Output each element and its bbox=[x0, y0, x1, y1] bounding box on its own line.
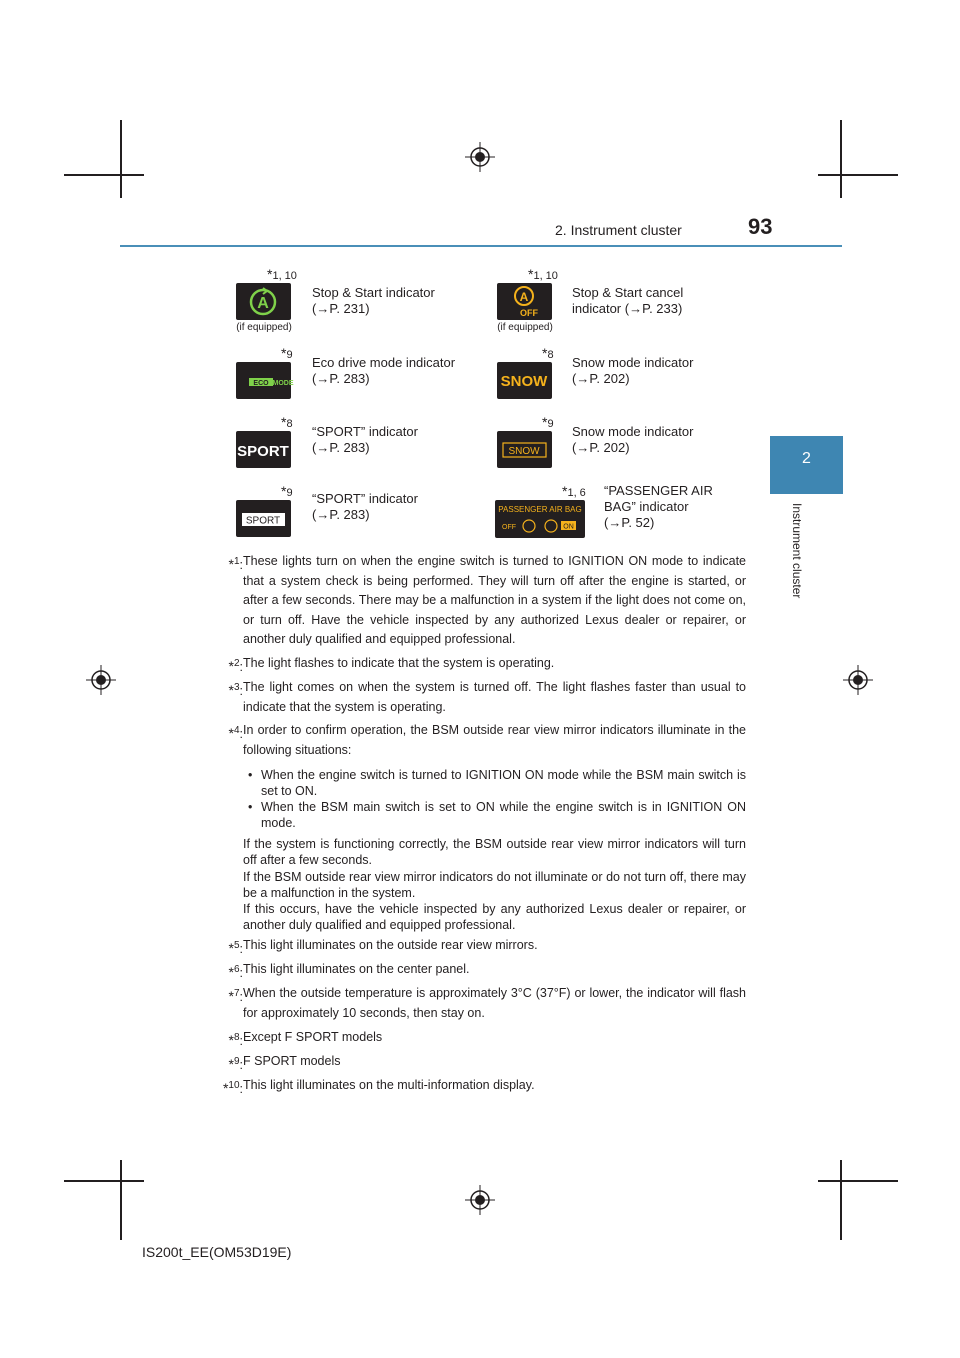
indicator-description: “PASSENGER AIR BAG” indicator (→P. 52) bbox=[604, 483, 713, 530]
crop-mark bbox=[840, 1160, 842, 1240]
stop-start-cancel-indicator-icon bbox=[497, 283, 552, 320]
footnote-ref: *9 bbox=[281, 345, 293, 361]
crop-mark bbox=[840, 120, 842, 198]
equipment-note: (if equipped) bbox=[236, 322, 292, 333]
indicator-description: “SPORT” indicator (→P. 283) bbox=[312, 424, 418, 455]
svg-text:A: A bbox=[519, 290, 529, 304]
chapter-tab bbox=[770, 436, 843, 494]
bullet-icon: • bbox=[248, 800, 253, 814]
footnote-4: *$^4$: In order to confirm operation, the BSM outside rear view mirror indicators illuminate in the following situations: bbox=[215, 721, 746, 760]
footnote-marker: *$^1$: bbox=[228, 556, 243, 573]
crop-mark bbox=[818, 1180, 898, 1182]
footnote-marker: *$^2$: bbox=[228, 658, 243, 675]
footnote-marker: *$^8$: bbox=[228, 1032, 243, 1049]
crop-mark bbox=[120, 120, 122, 198]
svg-text:ECO: ECO bbox=[253, 380, 269, 387]
passenger-airbag-indicator-icon bbox=[495, 500, 585, 538]
footnote4-paragraph: If the system is functioning correctly, the BSM outside rear view mirror indicators will turn off after a few seconds. bbox=[243, 837, 746, 867]
crop-mark bbox=[64, 1180, 144, 1182]
crop-mark bbox=[64, 174, 144, 176]
indicator-description: Stop & Start cancel indicator (→P. 233) bbox=[572, 285, 684, 316]
svg-text:PASSENGER AIR BAG: PASSENGER AIR BAG bbox=[498, 505, 582, 514]
footnote-2: *$^2$: The light flashes to indicate that the system is operating. bbox=[215, 654, 746, 674]
footnote4-bullet: • When the engine switch is turned to IGNITION ON mode while the BSM main switch is set to ON. bbox=[248, 768, 746, 798]
footnote4-bullet: • When the BSM main switch is set to ON while the engine switch is in IGNITION ON mode. bbox=[248, 800, 746, 830]
crop-mark bbox=[120, 1160, 122, 1240]
indicator-stop-start-cancel bbox=[486, 264, 746, 336]
svg-text:A: A bbox=[257, 295, 269, 312]
crop-mark bbox=[818, 174, 898, 176]
indicator-snow-mode bbox=[486, 345, 746, 403]
indicator-snow-mode-fsport bbox=[486, 414, 746, 472]
footnote-9: *$^9$: F SPORT models bbox=[215, 1052, 746, 1072]
footnote-marker: *$^5$: bbox=[228, 940, 243, 957]
registration-mark-icon bbox=[465, 142, 495, 172]
indicator-description: Eco drive mode indicator (→P. 283) bbox=[312, 355, 456, 386]
indicator-sport bbox=[225, 414, 485, 472]
svg-text:OFF: OFF bbox=[520, 308, 538, 318]
indicator-passenger-airbag bbox=[486, 480, 746, 544]
footnote-marker: *$^9$: bbox=[228, 1056, 243, 1073]
sport-fsport-indicator-icon bbox=[236, 500, 291, 537]
indicator-description: Snow mode indicator (→P. 202) bbox=[572, 424, 694, 455]
indicator-eco-mode bbox=[225, 345, 485, 403]
equipment-note: (if equipped) bbox=[497, 322, 553, 333]
registration-mark-icon bbox=[465, 1185, 495, 1215]
document-code: IS200t_EE(OM53D19E) bbox=[142, 1244, 292, 1260]
indicator-description: Snow mode indicator (→P. 202) bbox=[572, 355, 694, 386]
footnote-marker: *$^7$: bbox=[228, 988, 243, 1005]
footnote-marker: *$^3$: bbox=[228, 682, 243, 699]
footnote-marker: *$^6$: bbox=[228, 964, 243, 981]
indicator-stop-start bbox=[225, 264, 485, 336]
chapter-label: Instrument cluster bbox=[790, 503, 804, 599]
chapter-number: 2 bbox=[802, 450, 811, 467]
footnote-7: *$^7$: When the outside temperature is approximately 3°C (37°F) or lower, the indicator will flash for approximately 10 seconds, then stay on. bbox=[215, 984, 746, 1023]
footnote-marker: *$^{10}$: bbox=[222, 1080, 243, 1097]
svg-text:MODE: MODE bbox=[272, 380, 294, 387]
section-title: 2. Instrument cluster bbox=[555, 222, 682, 238]
svg-text:ON: ON bbox=[563, 523, 574, 531]
bullet-icon: • bbox=[248, 768, 253, 782]
svg-text:SNOW: SNOW bbox=[508, 446, 540, 457]
footnote-marker: *$^4$: bbox=[228, 725, 243, 742]
footnote-ref: *8 bbox=[281, 414, 293, 430]
footnote-8: *$^8$: Except F SPORT models bbox=[215, 1028, 746, 1048]
footnote-1: *$^1$: These lights turn on when the engine switch is turned to IGNITION ON mode to indicate that a system check is being performed. They will turn off after the engine is started, or after a few seconds. There may be a malfunction in a system if the light does not come on, or turn off. Have the vehicle inspected by any authorized Lexus dealer or repairer, or another duly qualified and equipped professional. bbox=[215, 552, 746, 650]
svg-text:SNOW: SNOW bbox=[500, 373, 548, 390]
svg-text:SPORT: SPORT bbox=[237, 443, 289, 460]
page-number: 93 bbox=[748, 214, 773, 239]
footnote-ref: *1, 10 bbox=[528, 266, 558, 282]
svg-text:SPORT: SPORT bbox=[245, 515, 281, 527]
indicator-sport-fsport bbox=[225, 483, 485, 543]
footnote-6: *$^6$: This light illuminates on the center panel. bbox=[215, 960, 746, 980]
stop-start-indicator-icon bbox=[236, 283, 291, 320]
footnote4-paragraph: If this occurs, have the vehicle inspected by any authorized Lexus dealer or repairer, or another duly qualified and equipped professional. bbox=[243, 902, 746, 932]
footnote4-paragraph: If the BSM outside rear view mirror indicators do not illuminate or do not turn off, there may be a malfunction in the system. bbox=[243, 870, 746, 900]
eco-mode-indicator-icon bbox=[236, 362, 294, 399]
footnote-ref: *9 bbox=[542, 414, 554, 430]
footnote-ref: *1, 6 bbox=[562, 483, 586, 499]
registration-mark-icon bbox=[86, 665, 116, 695]
svg-text:OFF: OFF bbox=[502, 524, 516, 531]
footnote-10: *$^{10}$: This light illuminates on the multi-information display. bbox=[215, 1076, 746, 1096]
header-divider bbox=[120, 245, 842, 247]
footnote-ref: *8 bbox=[542, 345, 554, 361]
sport-indicator-icon bbox=[236, 431, 291, 468]
footnote-ref: *1, 10 bbox=[267, 266, 297, 282]
snow-mode-indicator-icon bbox=[497, 362, 552, 399]
indicator-description: “SPORT” indicator (→P. 283) bbox=[312, 491, 418, 522]
snow-mode-fsport-indicator-icon bbox=[497, 431, 552, 468]
footnote-3: *$^3$: The light comes on when the system is turned off. The light flashes faster than usual to indicate that the system is operating. bbox=[215, 678, 746, 717]
registration-mark-icon bbox=[843, 665, 873, 695]
footnote-ref: *9 bbox=[281, 483, 293, 499]
indicator-description: Stop & Start indicator (→P. 231) bbox=[312, 285, 435, 316]
footnote-5: *$^5$: This light illuminates on the outside rear view mirrors. bbox=[215, 936, 746, 956]
